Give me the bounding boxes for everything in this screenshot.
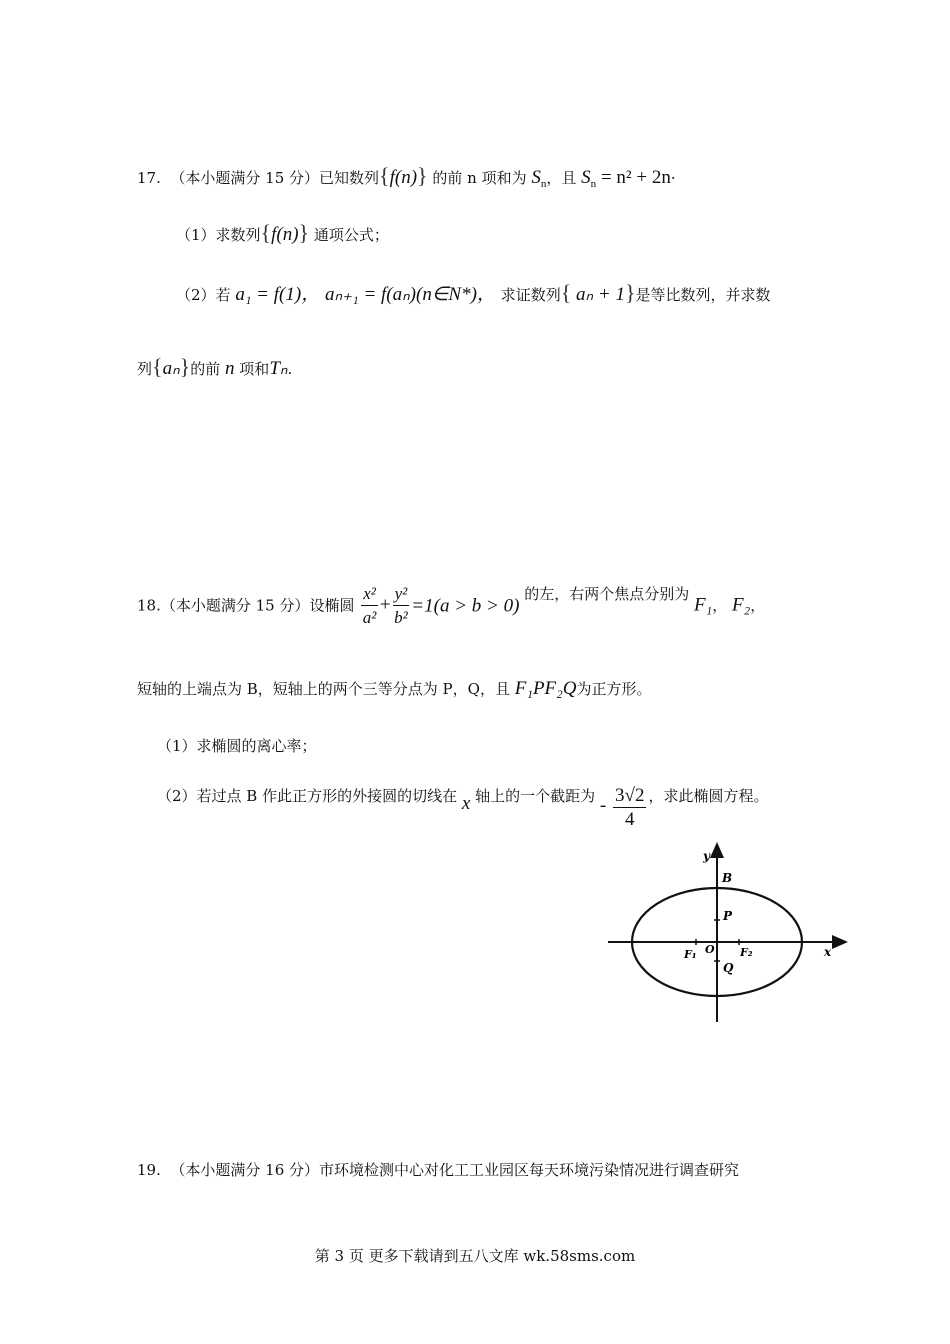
q18-part2-head: （2）若过点 B 作此正方形的外接圆的切线在 xyxy=(157,787,458,805)
q18-F1: F₁ xyxy=(694,594,713,616)
label-B: B xyxy=(722,871,733,885)
q19-number: 19. xyxy=(137,1161,161,1179)
q17-part2-mid: 求证数列 xyxy=(500,286,561,304)
q18-number: 18. xyxy=(137,596,161,615)
q17-line3-head: 列 xyxy=(137,360,153,378)
q18-square: F₁PF₂Q xyxy=(514,678,577,699)
label-Q: Q xyxy=(723,961,734,975)
q17-part1-seq: f(n) xyxy=(271,224,299,245)
q18-part2-mid: 轴上的一个截距为 xyxy=(475,787,596,805)
q17-line3: 列{aₙ}的前 n 项和Tₙ. xyxy=(137,354,293,379)
q17-line3-mid: 的前 xyxy=(190,360,221,378)
q17-part1: （1）求数列{f(n)} 通项公式； xyxy=(176,220,389,245)
q18-line1: 18.（本小题满分 15 分）设椭圆 $\frac{\text{x²}}{\text{a²}}$ + $\frac{\text{y²}}{\text{b²}}$ =1(a > b > 0) 的左，右两个焦点分别为 F₁， F₂， xyxy=(137,583,765,630)
q18-part2-tail: ，求此椭圆方程。 xyxy=(648,787,769,805)
q18-header: （本小题满分 15 分）设椭圆 xyxy=(160,596,355,615)
label-F2: F₂ xyxy=(740,946,753,959)
page-footer: 第 3 页 更多下载请到五八文库 wk.58sms.com xyxy=(314,1247,636,1265)
q18-part1: （1）求椭圆的离心率； xyxy=(157,737,317,755)
q18-line2-tail: 为正方形。 xyxy=(576,680,652,698)
x-axis-arrow xyxy=(832,935,848,949)
q18-line2-text: 短轴的上端点为 B，短轴上的两个三等分点为 P，Q，且 xyxy=(137,680,510,698)
q18-F2: F₂ xyxy=(732,594,751,616)
q17-S-eq: $S_n$ xyxy=(581,167,597,190)
q17-number: 17. xyxy=(137,169,161,187)
q17-eq-rhs: = n² + 2n xyxy=(600,167,671,188)
q18-part2: （2）若过点 B 作此正方形的外接圆的切线在 x 轴上的一个截距为 - $\frac{3√2}{4}$ ，求此椭圆方程。 xyxy=(157,785,769,830)
q17-seq-an: aₙ xyxy=(162,358,180,379)
q17-seq-an-plus1: aₙ + 1 xyxy=(576,284,625,305)
q18-text1: 的左，右两个焦点分别为 xyxy=(524,585,690,603)
q18-intercept: $\frac{3√2}{4}$ xyxy=(615,785,645,830)
label-y: y xyxy=(703,849,710,863)
q17-header: （本小题满分 15 分）已知数列 xyxy=(170,169,380,187)
q17-text2: ，且 xyxy=(546,169,577,187)
q19-text: （本小题满分 16 分）市环境检测中心对化工工业园区每天环境污染情况进行调查研究 xyxy=(170,1161,740,1179)
q17-line3-tail: 项和 xyxy=(239,360,270,378)
q17-part1-tail: 通项公式； xyxy=(313,226,389,244)
label-O: O xyxy=(705,943,715,956)
q18-eq-tail: =1(a > b > 0) xyxy=(411,595,520,617)
q17-part1-label: （1）求数列 xyxy=(176,226,261,244)
q17-Tn: Tₙ xyxy=(269,358,288,379)
q17-text1: 的前 n 项和为 xyxy=(432,169,527,187)
y-axis-arrow xyxy=(710,842,724,858)
q17-part2-label: （2）若 xyxy=(176,286,231,304)
label-P: P xyxy=(723,909,733,923)
q18-line2 xyxy=(137,678,652,700)
ellipse-figure xyxy=(600,838,860,1033)
q18-x-var: x xyxy=(461,793,471,814)
q17-part2: （2）若 a₁ = f(1)， aₙ₊₁ = f(aₙ)(n∈N*)， 求证数列{ aₙ + 1}是等比数列，并求数 xyxy=(176,280,771,305)
label-F1: F₁ xyxy=(684,948,697,961)
q17-seq-f: f(n) xyxy=(389,167,418,188)
q17-part2-tail: 是等比数列，并求数 xyxy=(635,286,771,304)
q17-recur-expr: aₙ₊₁ = f(aₙ)(n∈N*)， xyxy=(324,284,496,305)
label-x: x xyxy=(824,945,832,959)
q19-line xyxy=(137,1159,739,1181)
q17-line1: 17. （本小题满分 15 分）已知数列{f(n)} 的前 n 项和为 $S_n$，且 $S_n = n^2 + 2n\cdot$ xyxy=(137,163,676,190)
q18-frac-y: $\frac{\text{y²}}{\text{b²}}$ xyxy=(394,584,408,627)
q18-frac-x: $\frac{\text{x²}}{\text{a²}}$ xyxy=(362,584,377,627)
q17-n-var: n xyxy=(225,358,235,379)
q17-a1-expr: a₁ = f(1)， xyxy=(235,284,321,305)
q17-Sn: $S_n$ xyxy=(531,167,547,190)
